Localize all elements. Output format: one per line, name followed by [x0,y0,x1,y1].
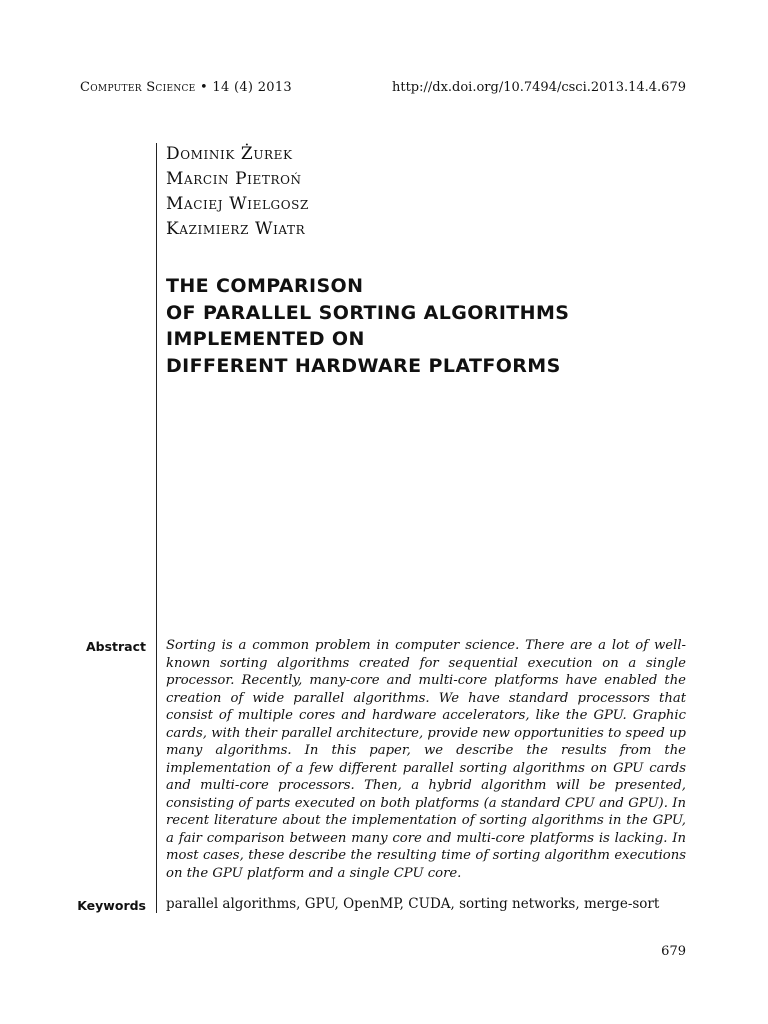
author-name: Marcin Pietroń [166,169,302,189]
title-line: DIFFERENT HARDWARE PLATFORMS [166,354,561,377]
paper-title [166,273,569,379]
keywords-label: Keywords [77,898,146,913]
title-line: IMPLEMENTED ON [166,328,365,350]
doi-link[interactable]: http://dx.doi.org/10.7494/csci.2013.14.4.679 [391,80,686,95]
vertical-rule-keywords [156,895,157,913]
author-name: Kazimierz Wiatr [166,219,306,239]
abstract-label: Abstract [85,639,146,654]
author-list [166,142,309,242]
journal-citation: Computer Science • 14 (4) 2013 [80,80,292,95]
author-name: Maciej Wielgosz [166,194,309,214]
page-number: 679 [661,944,686,959]
author-name: Dominik Żurek [166,144,293,164]
title-line: THE COMPARISON [166,275,364,297]
vertical-rule [156,143,157,903]
title-line: OF PARALLEL SORTING ALGORITHMS [166,301,570,324]
keywords-text: parallel algorithms, GPU, OpenMP, CUDA, sorting networks, merge-sort [166,896,660,912]
abstract-text: Sorting is a common problem in computer science. There are a lot of well-known sorting algorithms created for sequential execution on a single processor. Recently, many-core and multi-core platforms have enabled the creation of wide parallel algorithms. We have standard processors that consist of multiple cores and hardware accelerators, like the GPU. Graphic cards, with their parallel architecture, provide new opportunities to speed up many algorithms. In this paper, we describe the results from the implementation of a few different parallel sorting algorithms on GPU cards and multi-core processors. Then, a hybrid algorithm will be presented, consisting of parts executed on both platforms (a standard CPU and GPU). In recent literature about the implementation of sorting algorithms in the GPU, a fair comparison between many core and multi-core platforms is lacking. In most cases, these describe the resulting time of sorting algorithm executions on the GPU platform and a single CPU core. [166,638,686,881]
